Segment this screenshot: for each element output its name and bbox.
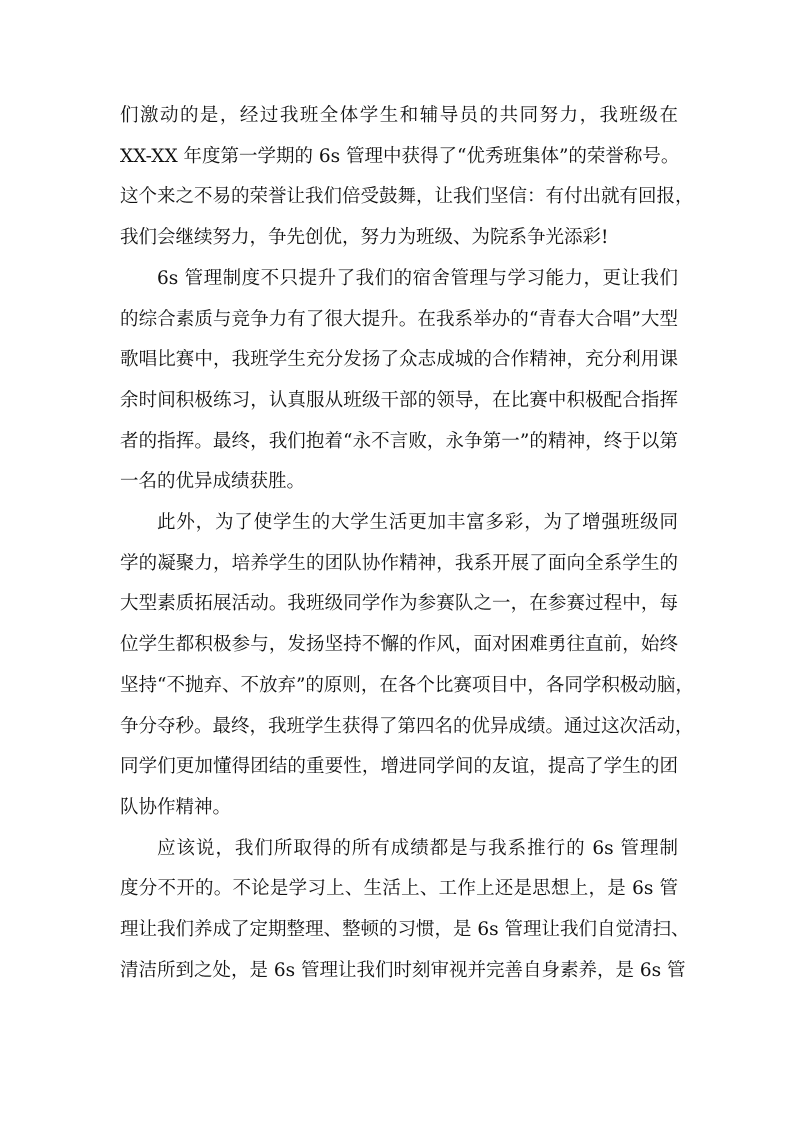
text-line: 此外，为了使学生的大学生活更加丰富多彩，为了增强班级同 [157,512,678,534]
paragraph-4 [120,829,690,992]
text-line: 我们会继续努力，争先创优，努力为班级、为院系争光添彩! [120,227,609,249]
text-line: 歌唱比赛中，我班学生充分发扬了众志成城的合作精神，充分利用课 [120,349,678,371]
text-line: 们激动的是，经过我班全体学生和辅导员的共同努力，我班级在 [120,105,678,126]
text-line: 这个来之不易的荣誉让我们倍受鼓舞，让我们坚信：有付出就有回报， [120,186,694,208]
text-line: 位学生都积极参与，发扬坚持不懈的作风，面对困难勇往直前，始终 [120,634,678,656]
text-line: 的综合素质与竞争力有了很大提升。在我系举办的“青春大合唱”大型 [120,308,678,330]
text-line: 度分不开的。不论是学习上、生活上、工作上还是思想上，是 6s 管 [120,878,678,900]
text-line: 清洁所到之处，是 6s 管理让我们时刻审视并完善自身素养，是 6s 管 [120,959,686,981]
text-line: 应该说，我们所取得的所有成绩都是与我系推行的 6s 管理制 [157,837,678,859]
text-line: 者的指挥。最终，我们抱着“永不言败，永争第一”的精神，终于以第 [120,430,678,452]
text-line: 6s 管理制度不只提升了我们的宿舍管理与学习能力，更让我们 [157,267,678,289]
text-line: 理让我们养成了定期整理、整顿的习惯，是 6s 管理让我们自觉清扫、 [120,919,690,941]
text-line: XX-XX 年度第一学期的 6s 管理中获得了“优秀班集体”的荣誉称号。 [120,145,680,167]
text-line: 争分夺秒。最终，我班学生获得了第四名的优异成绩。通过这次活动， [120,715,694,737]
text-line: 同学们更加懂得团结的重要性，增进同学间的友谊，提高了学生的团 [120,756,678,778]
text-line: 余时间积极练习，认真服从班级干部的领导，在比赛中积极配合指挥 [120,389,678,411]
text-line: 坚持“不抛弃、不放弃”的原则，在各个比赛项目中，各同学积极动脑， [120,674,694,696]
text-line: 大型素质拓展活动。我班级同学作为参赛队之一，在参赛过程中，每 [120,593,678,615]
text-line: 一名的优异成绩获胜。 [120,471,306,493]
text-line: 队协作精神。 [120,796,232,818]
document-body [120,96,694,991]
paragraph-1 [120,96,694,259]
paragraph-3 [120,503,694,829]
text-line: 学的凝聚力，培养学生的团队协作精神，我系开展了面向全系学生的 [120,552,678,574]
paragraph-2 [120,259,678,503]
